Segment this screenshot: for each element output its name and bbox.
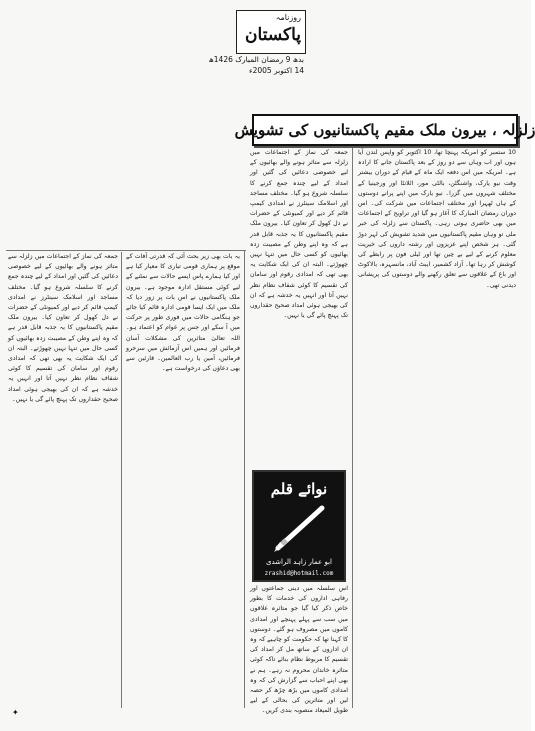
column-logo-box [252,470,346,582]
section-rule [6,250,246,251]
article-column-right [358,148,516,708]
end-ornament-icon: ✦ [12,708,19,717]
article-column-middle-left [126,252,240,708]
article-paragraph: اس سلسلہ میں دینی جماعتوں اور رفاہی اداروں کی خدمات کا بطور خاص ذکر کیا گیا جو متاثرہ علاقوں میں سب سے پہلے پہنچے اور امدادی کاموں میں مصروف ہو گئے۔ دوستوں کا کہنا تھا کہ حکومت کو چاہیے کہ وہ ان اداروں کے ساتھ مل کر امداد کی تقسیم کا مربوط نظام بنائے تاکہ کوئی متاثرہ خاندان محروم نہ رہے۔ ہم نے بھی اپنے احباب سے گزارش کی کہ وہ امدادی کاموں میں بڑھ چڑھ کر حصہ لیں اور متاثرین کی بحالی کے لیے طویل المیعاد منصوبہ بندی کریں۔ [250,585,348,715]
article-headline [234,114,535,146]
article-paragraph: یہ بات بھی زیر بحث آئی کہ قدرتی آفات کے موقع پر ہماری قومی تیاری کا معیار کیا ہے اور کیا ہمارے پاس ایسے حالات سے نمٹنے کے لیے کوئی مستقل ادارہ موجود ہے۔ بیرون ملک پاکستانیوں نے اس بات پر زور دیا کہ ملک میں ایک ایسا قومی ادارہ قائم کیا جائے جو ہنگامی حالات میں فوری طور پر حرکت میں آ سکے اور جس پر عوام کو اعتماد ہو۔ اللہ تعالیٰ متاثرین کی مشکلات آسان فرمائیں اور ہمیں اس آزمائش میں سرخرو فرمائیں، آمین یا رب العالمین۔ قارئین سے بھی دعاؤں کی درخواست ہے۔ [126,253,240,373]
pen-icon [272,502,328,554]
gregorian-date: 14 اکتوبر 2005ء [249,66,304,75]
column-divider [352,148,353,708]
article-column-middle-lower [250,584,348,715]
column-divider [244,250,245,708]
hijri-date: بدھ 9 رمضان المبارک 1426ھ [208,55,304,64]
column-name: نوائے قلم [270,480,328,498]
column-author: ابو عمار زاہد الراشدی [266,558,332,566]
headline-text: زلزلہ ، بیرون ملک مقیم پاکستانیوں کی تشویش [234,121,535,139]
masthead-prefix: روزنامہ [275,13,301,22]
article-paragraph: جمعہ کی نماز کے اجتماعات میں زلزلہ سے متاثر ہونے والے بھائیوں کے لیے خصوصی دعائیں کی گئیں اور امداد کے لیے چندہ جمع کرنے کا سلسلہ شروع ہو گیا۔ مختلف مساجد اور اسلامک سینٹرز نے امدادی کیمپ قائم کر دیے اور کمیونٹی کے حضرات نے دل کھول کر تعاون کیا۔ بیرون ملک مقیم پاکستانیوں کا یہ جذبہ قابل قدر ہے کہ وہ اپنے وطن کے مصیبت زدہ بھائیوں کو کسی حال میں تنہا نہیں چھوڑتے۔ البتہ ان کی ایک شکایت یہ بھی تھی کہ امدادی رقوم اور سامان کی تقسیم کا کوئی شفاف نظام نظر نہیں آتا اور انہیں یہ خدشہ ہے کہ ان کی بھیجی ہوئی امداد صحیح حقداروں تک پہنچ پائے گی یا نہیں۔ [8,253,118,403]
article-column-middle-right [250,148,348,466]
column-divider [121,252,122,708]
date-box [208,54,304,84]
article-paragraph: جمعہ کی نماز کے اجتماعات میں زلزلہ سے متاثر ہونے والے بھائیوں کے لیے خصوصی دعائیں کی گئیں اور امداد کے لیے چندہ جمع کرنے کا سلسلہ شروع ہو گیا۔ مختلف مساجد اور اسلامک سینٹرز نے امدادی کیمپ قائم کر دیے اور کمیونٹی کے حضرات نے دل کھول کر تعاون کیا۔ بیرون ملک مقیم پاکستانیوں کا یہ جذبہ قابل قدر ہے کہ وہ اپنے وطن کے مصیبت زدہ بھائیوں کو کسی حال میں تنہا نہیں چھوڑتے۔ البتہ ان کی ایک شکایت یہ بھی تھی کہ امدادی رقوم اور سامان کی تقسیم کا کوئی شفاف نظام نظر نہیں آتا اور انہیں یہ خدشہ ہے کہ ان کی بھیجی ہوئی امداد صحیح حقداروں تک پہنچ پائے گی یا نہیں۔ [250,149,348,320]
article-column-left [8,252,118,706]
masthead-logo: پاکستان [245,25,301,45]
author-email: zrashid@hotmail.com [264,570,334,577]
article-paragraph: 10 ستمبر کو امریکہ پہنچا تھا، 10 اکتوبر کو واپس لندن آیا ہوں اور اب وہاں سے دو روز کے بعد پاکستان جانے کا ارادہ ہے۔ امریکہ میں اس دفعہ ایک ماہ کے قیام کے دوران بیشتر وقت نیو یارک، واشنگٹن، بالٹی مور، اٹلانٹا اور ورجینیا کے مختلف شہروں میں گزرا۔ نیو یارک میں اپنے پرانے دوستوں کے ہاں ٹھہرا اور مختلف اجتماعات میں شرکت کی۔ اس دوران رمضان المبارک کا آغاز ہو گیا اور تراویح کے اجتماعات میں بھی حاضری ہوتی رہی۔ پاکستان سے زلزلہ کی خبر ملی تو وہاں مقیم پاکستانیوں میں شدید تشویش کی لہر دوڑ گئی۔ ہر شخص اپنے عزیزوں اور رشتہ داروں کی خیریت معلوم کرنے کے لیے بے چین تھا اور ٹیلی فون پر رابطے کی کوشش کر رہا تھا۔ آزاد کشمیر، ایبٹ آباد، مانسہرہ، بالاکوٹ اور باغ کے علاقوں سے تعلق رکھنے والے دوستوں کی پریشانی دیدنی تھی۔ [358,149,516,289]
newspaper-masthead [236,10,306,54]
